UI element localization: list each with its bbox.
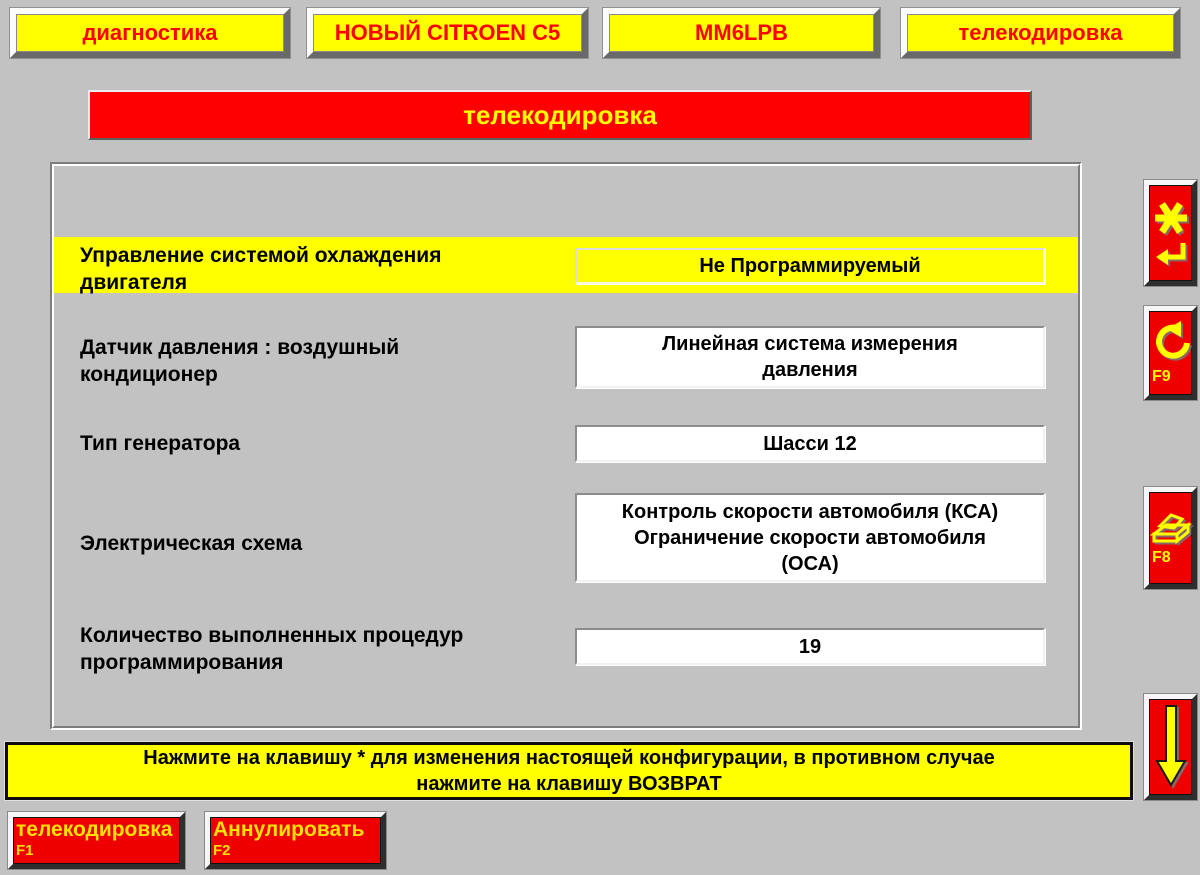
value-line: давления: [762, 359, 858, 381]
nav-button-label: диагностика: [82, 20, 218, 45]
config-value-box[interactable]: [575, 493, 1045, 582]
page-title-banner: [88, 90, 1032, 140]
config-row-label: [80, 622, 540, 676]
nav-button-telecoding[interactable]: [901, 8, 1180, 58]
label-line: Электрическая схема: [80, 532, 303, 555]
print-button-f8[interactable]: [1144, 487, 1197, 589]
value-line: Линейная система измерения: [662, 333, 958, 355]
message-line: нажмите на клавишу ВОЗВРАТ: [416, 773, 722, 795]
fkey-label: F9: [1152, 368, 1171, 385]
undo-circular-arrow-icon: [1151, 321, 1191, 365]
scroll-down-button[interactable]: [1144, 694, 1197, 800]
modify-validate-button[interactable]: [1144, 180, 1197, 286]
value-line: (ОСА): [781, 552, 839, 575]
nav-button-vehicle[interactable]: [307, 8, 588, 58]
value-line: Контроль скорости автомобиля (КСА): [621, 500, 999, 523]
config-row-label: [80, 242, 540, 296]
button-label: телекодировка: [16, 818, 173, 841]
asterisk-icon: [1152, 199, 1190, 237]
button-label: Аннулировать: [213, 818, 365, 841]
message-bar: [5, 742, 1133, 800]
label-line: Управление системой охлаждения: [80, 244, 442, 267]
config-panel: [50, 162, 1082, 730]
nav-button-label: НОВЫЙ CITROEN C5: [334, 20, 561, 45]
fkey-label: F1: [16, 842, 34, 859]
config-value-box[interactable]: [575, 326, 1045, 388]
down-arrow-icon: [1152, 703, 1190, 791]
nav-button-ecu[interactable]: [603, 8, 880, 58]
return-arrow-icon: [1154, 241, 1188, 267]
nav-button-label: MM6LPB: [695, 20, 788, 45]
cancel-button-f2[interactable]: [205, 812, 386, 869]
label-line: кондиционер: [80, 363, 218, 386]
config-value-box[interactable]: [575, 628, 1045, 665]
value-line: Ограничение скорости автомобиля: [634, 526, 986, 549]
value-line: Не Программируемый: [699, 255, 921, 277]
label-line: Тип генератора: [80, 432, 241, 455]
config-value-box[interactable]: [575, 425, 1045, 462]
config-row-label: [80, 530, 540, 557]
nav-button-label: телекодировка: [958, 20, 1123, 45]
value-line: 19: [798, 635, 822, 658]
label-line: Датчик давления : воздушный: [80, 336, 400, 359]
fkey-label: F8: [1152, 549, 1171, 566]
nav-button-diagnostics[interactable]: [10, 8, 290, 58]
value-line: Шасси 12: [763, 432, 857, 455]
message-line: Нажмите на клавишу * для изменения настоящей конфигурации, в противном случае: [143, 747, 995, 769]
printer-icon: [1150, 510, 1192, 546]
telecoding-button-f1[interactable]: [8, 812, 185, 869]
config-value-box[interactable]: [575, 248, 1045, 284]
label-line: двигателя: [80, 271, 188, 294]
label-line: Количество выполненных процедур: [80, 624, 464, 647]
config-panel-inner: [52, 164, 1080, 728]
config-row-label: [80, 430, 540, 457]
fkey-label: F2: [213, 842, 231, 859]
undo-button-f9[interactable]: [1144, 306, 1197, 400]
config-row-label: [80, 334, 540, 388]
label-line: программирования: [80, 651, 284, 674]
page-title: телекодировка: [463, 99, 657, 130]
